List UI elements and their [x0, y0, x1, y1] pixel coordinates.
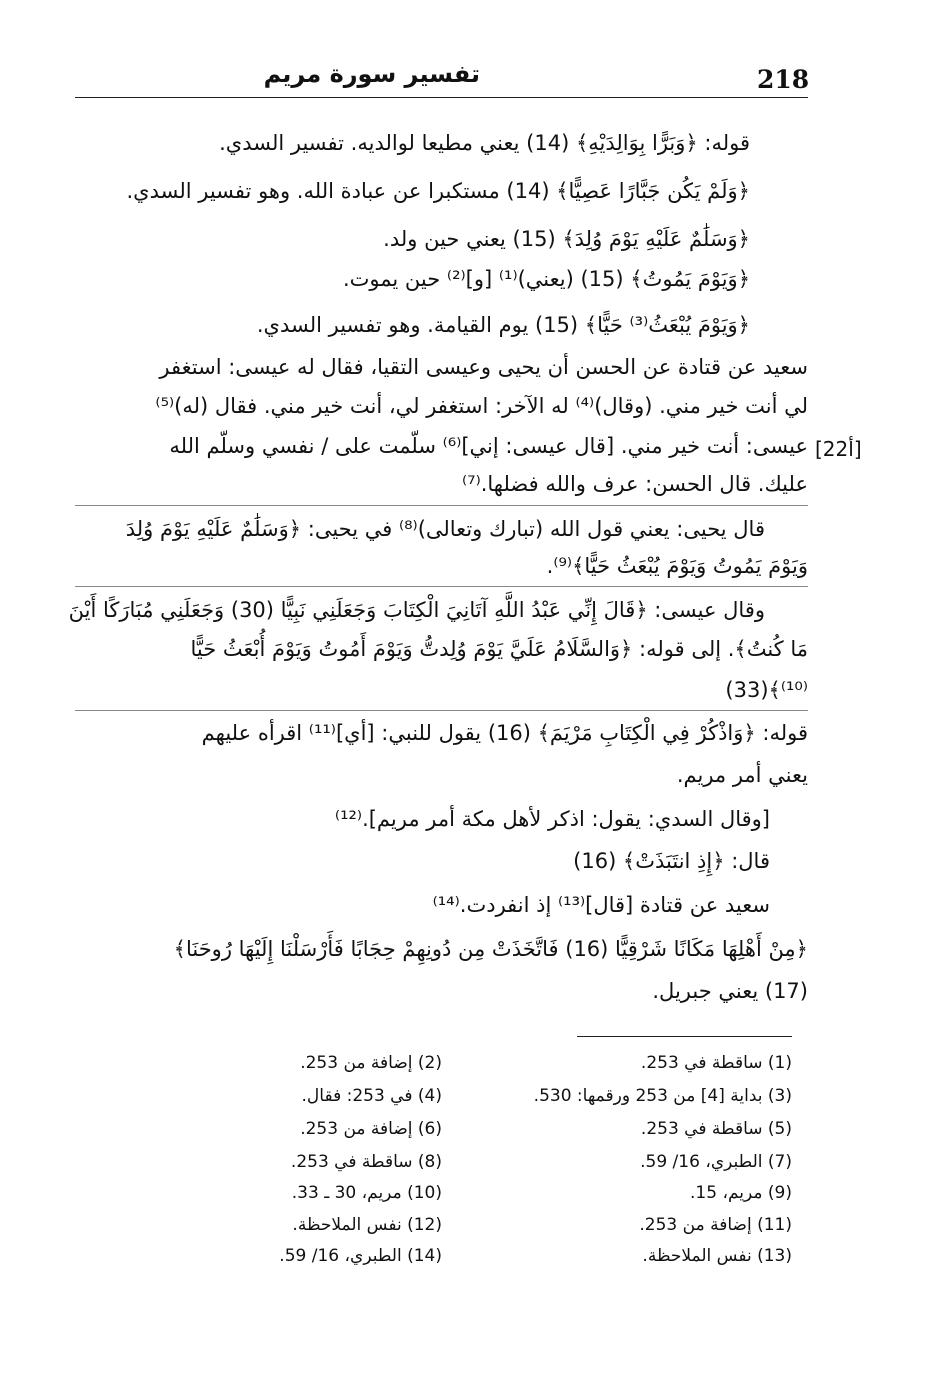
header-rule	[75, 97, 808, 98]
section-divider	[75, 710, 808, 711]
footnote-rule	[577, 1036, 792, 1037]
body-line: يعني أمر مريم.	[676, 763, 808, 787]
margin-note: [22أ]	[815, 437, 862, 461]
body-line: قوله: ﴿وَبَرًّا بِوَالِدَيْهِ﴾ (14) يعني مطيعا لوالديه. تفسير السدي.	[219, 131, 750, 155]
body-line: ﴿وَيَوْمَ يُبْعَثُ⁽³⁾ حَيًّا﴾ (15) يوم القيامة. وهو تفسير السدي.	[256, 313, 750, 337]
footnote: (4) في 253: فقال.	[301, 1086, 442, 1106]
footnote: (7) الطبري، 16/ 59.	[640, 1152, 792, 1172]
body-line: ﴿وَلَمْ يَكُن جَبَّارًا عَصِيًّا﴾ (14) مستكبرا عن عبادة الله. وهو تفسير السدي.	[126, 179, 750, 203]
footnote: (9) مريم، 15.	[690, 1183, 792, 1203]
footnote: (12) نفس الملاحظة.	[292, 1215, 442, 1235]
body-line: عليك. قال الحسن: عرف والله فضلها.⁽⁷⁾	[461, 472, 808, 496]
body-line: مَا كُنتُ﴾. إلى قوله: ﴿وَالسَّلَامُ عَلَيَّ يَوْمَ وُلِدتُّ وَيَوْمَ أَمُوتُ وَيَوْمَ أُبْعَثُ حَيًّا	[190, 637, 808, 661]
footnote: (10) مريم، 30 ـ 33.	[291, 1183, 442, 1203]
body-line: ﴿مِنْ أَهْلِهَا مَكَانًا شَرْقِيًّا (16) فَاتَّخَذَتْ مِن دُونِهِمْ حِجَابًا فَأَرْسَلْنَا إِلَيْهَا رُوحَنَا﴾	[173, 937, 808, 961]
body-line: قوله: ﴿وَاذْكُرْ فِي الْكِتَابِ مَرْيَمَ﴾ (16) يقول للنبي: [أي]⁽¹¹⁾ اقرأه عليهم	[201, 721, 808, 745]
body-line: وَيَوْمَ يَمُوتُ وَيَوْمَ يُبْعَثُ حَيًّا﴾⁽⁹⁾.	[546, 554, 808, 578]
footnote: (11) إضافة من 253.	[639, 1215, 792, 1235]
body-line: قال يحيى: يعني قول الله (تبارك وتعالى)⁽⁸⁾ في يحيى: ﴿وَسَلَٰمٌ عَلَيْهِ يَوْمَ وُلِدَ	[125, 517, 765, 541]
body-line: لي أنت خير مني. (وقال)⁽⁴⁾ له الآخر: استغفر لي، أنت خير مني. فقال (له)⁽⁵⁾	[155, 394, 808, 418]
body-line: ﴿وَسَلَٰمٌ عَلَيْهِ يَوْمَ وُلِدَ﴾ (15) يعني حين ولد.	[383, 227, 750, 251]
running-title: تفسير سورة مريم	[263, 60, 480, 88]
section-divider	[75, 505, 808, 506]
body-line: عيسى: أنت خير مني. [قال عيسى: إني]⁽⁶⁾ سلّمت على / نفسي وسلّم الله	[169, 434, 808, 458]
footnote: (5) ساقطة في 253.	[640, 1119, 792, 1139]
body-line: قال: ﴿إِذِ انتَبَذَتْ﴾ (16)	[573, 849, 770, 873]
footnote: (2) إضافة من 253.	[300, 1053, 442, 1073]
body-line: سعيد عن قتادة [قال]⁽¹³⁾ إذ انفردت.⁽¹⁴⁾	[432, 893, 770, 917]
section-divider	[75, 586, 808, 587]
page-number: 218	[757, 65, 810, 94]
footnote: (8) ساقطة في 253.	[290, 1152, 442, 1172]
body-line: سعيد عن قتادة عن الحسن أن يحيى وعيسى التقيا، فقال له عيسى: استغفر	[159, 355, 808, 379]
footnote: (14) الطبري، 16/ 59.	[279, 1246, 442, 1266]
body-line: وقال عيسى: ﴿قَالَ إِنِّي عَبْدُ اللَّهِ آتَانِيَ الْكِتَابَ وَجَعَلَنِي نَبِيًّا (30) وَجَعَلَنِي مُبَارَكًا أَيْنَ	[68, 598, 765, 622]
body-line: (17) يعني جبريل.	[652, 979, 808, 1003]
body-line: ﴿وَيَوْمَ يَمُوتُ﴾ (15) (يعني)⁽¹⁾ [و]⁽²⁾ حين يموت.	[342, 267, 750, 291]
body-line: (33)﴾⁽¹⁰⁾	[725, 678, 808, 702]
body-line: [وقال السدي: يقول: اذكر لأهل مكة أمر مريم].⁽¹²⁾	[334, 807, 770, 831]
footnote: (13) نفس الملاحظة.	[642, 1246, 792, 1266]
footnote: (6) إضافة من 253.	[300, 1119, 442, 1139]
footnote: (3) بداية [4] من 253 ورقمها: 530.	[533, 1086, 792, 1106]
footnote: (1) ساقطة في 253.	[640, 1053, 792, 1073]
